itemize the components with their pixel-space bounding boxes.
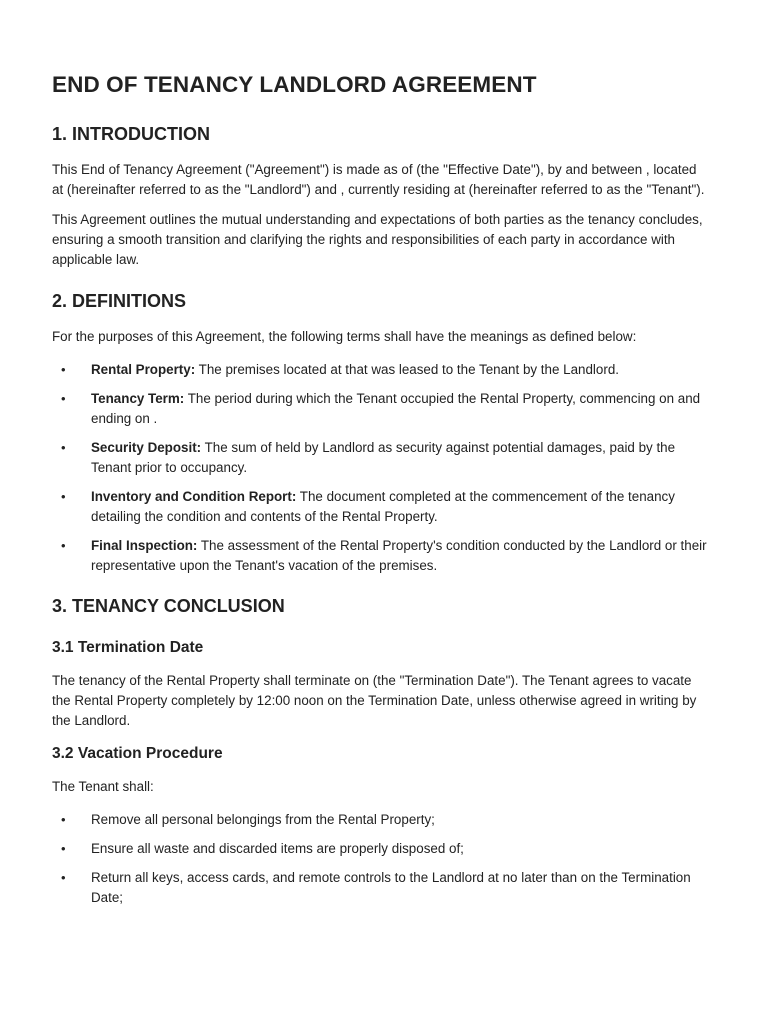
section-introduction [52,124,710,270]
bullet-icon: • [61,870,66,885]
bullet-icon: • [61,812,66,827]
definitions-intro: For the purposes of this Agreement, the following terms shall have the meanings as defined below: [52,329,637,344]
intro-paragraph-2: This Agreement outlines the mutual understanding and expectations of both parties as the tenancy concludes, ensuring a smooth transition and clarifying the rights and responsibilities of each party in accordance with applicable law. [52,212,703,267]
bullet-icon: • [61,841,66,856]
bullet-icon: • [61,362,66,377]
section-heading-conclusion: 3. TENANCY CONCLUSION [52,596,285,616]
definition-item-inventory-report [52,487,710,527]
bullet-icon: • [61,489,66,504]
definition-text: The premises located at that was leased to the Tenant by the Landlord. [195,362,619,377]
definition-text: The period during which the Tenant occupied the Rental Property, commencing on and ending on . [91,391,701,426]
definition-term: Rental Property: [91,362,196,377]
definition-text: The assessment of the Rental Property's condition conducted by the Landlord or their representative upon the Tenant's vacation of the premises. [91,538,707,573]
vacation-item-text: Ensure all waste and discarded items are properly disposed of; [91,841,464,856]
bullet-icon: • [61,440,66,455]
bullet-icon: • [61,538,66,553]
subsection-heading-vacation: 3.2 Vacation Procedure [52,745,223,762]
vacation-list [52,810,710,908]
section-heading-introduction: 1. INTRODUCTION [52,124,211,144]
section-tenancy-conclusion [52,596,710,908]
definition-item-tenancy-term [52,389,710,429]
document-title: END OF TENANCY LANDLORD AGREEMENT [52,72,537,97]
definition-item-security-deposit [52,438,710,478]
intro-paragraph-1: This End of Tenancy Agreement ("Agreement") is made as of (the "Effective Date"), by and between , located at (hereinafter referred to as the "Landlord") and , currently residing at (hereinafter referred to as the "Tenant"). [52,162,705,197]
definition-term: Inventory and Condition Report: [91,489,297,504]
section-heading-definitions: 2. DEFINITIONS [52,291,187,311]
definition-term: Tenancy Term: [91,391,185,406]
vacation-item [52,810,710,830]
vacation-item [52,868,710,908]
vacation-item [52,839,710,859]
termination-paragraph: The tenancy of the Rental Property shall terminate on (the "Termination Date"). The Tenant agrees to vacate the Rental Property completely by 12:00 noon on the Termination Date, unless otherwise agreed in writing by the Landlord. [52,673,697,728]
definition-term: Security Deposit: [91,440,202,455]
vacation-item-text: Remove all personal belongings from the Rental Property; [91,812,435,827]
definition-text: The sum of held by Landlord as security against potential damages, paid by the Tenant prior to occupancy. [91,440,676,475]
definition-item-rental-property [52,360,710,380]
vacation-intro: The Tenant shall: [52,779,154,794]
definition-term: Final Inspection: [91,538,198,553]
definition-item-final-inspection [52,536,710,576]
vacation-item-text: Return all keys, access cards, and remote controls to the Landlord at no later than on the Termination Date; [91,870,691,905]
section-definitions [52,291,710,576]
bullet-icon: • [61,391,66,406]
definition-text: The document completed at the commencement of the tenancy detailing the condition and contents of the Rental Property. [91,489,675,524]
definitions-list [52,360,710,576]
subsection-heading-termination: 3.1 Termination Date [52,639,204,656]
